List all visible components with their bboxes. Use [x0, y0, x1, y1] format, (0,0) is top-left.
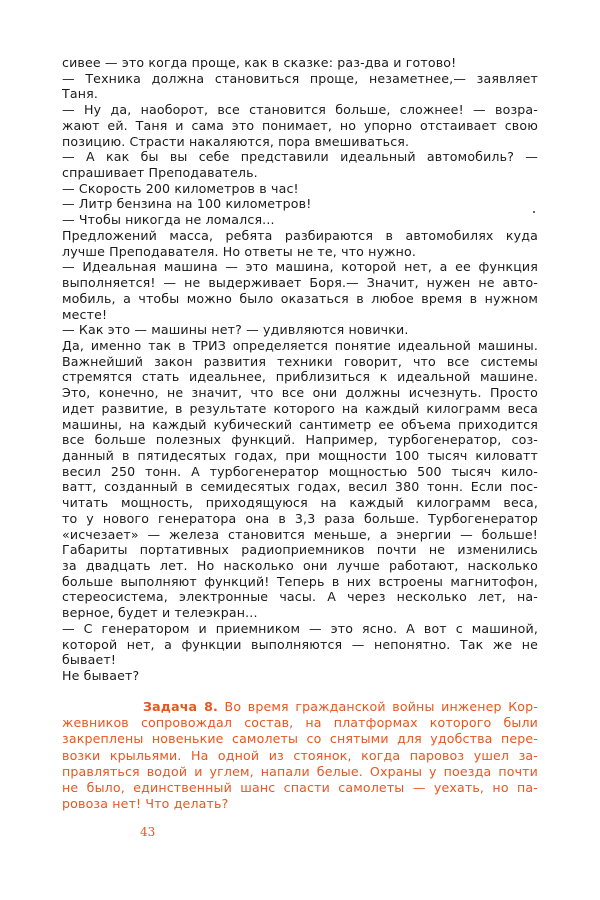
text-line: стремятся стать идеальнее, приблизиться к идеальной машине.	[62, 369, 538, 385]
text-line: больше выполняют функций! Теперь в них встроены магнитофон,	[62, 573, 538, 589]
text-line: Важнейший закон развития техники говорит, что все системы	[62, 353, 538, 369]
text-line: лучше Преподавателя. Но ответы не те, что нужно.	[62, 243, 417, 259]
text-line: спрашивает Преподаватель.	[62, 165, 258, 181]
text-line: машины, на каждый кубический сантиметр ее объема приходится	[62, 416, 538, 432]
text-line: Да, именно так в ТРИЗ определяется понятие идеальной машины.	[62, 337, 538, 353]
text-line: Не бывает?	[62, 668, 140, 684]
page-number: 43	[140, 825, 156, 839]
text-line: жают ей. Таня и сама это понимает, но упорно отстаивает свою	[62, 117, 538, 133]
text-line: мобиль, а чтобы можно было оказаться в любое время в нужном	[62, 290, 538, 306]
text-line: — С генератором и приемником — это ясно. А вот с машиной,	[62, 620, 538, 636]
task-last-line: ровоза нет! Что делать?	[62, 796, 229, 812]
main-text	[62, 55, 538, 684]
text-line: выполняется! — не выдерживает Боря.— Значит, нужен не авто-	[62, 275, 538, 291]
text-line: данный в пятидесятых годах, при мощности 100 тысяч киловатт	[62, 447, 538, 463]
text-line: идет развитие, в результате которого на каждый килограмм веса	[62, 400, 538, 416]
text-line: верное, будет и телеэкран...	[62, 605, 258, 621]
text-line: Таня.	[62, 86, 98, 102]
text-line: — А как бы вы себе представили идеальный автомобиль? —	[62, 149, 538, 165]
text-line: позицию. Страсти накаляются, пора вмешиваться.	[62, 133, 410, 149]
text-line: стереосистема, электронные часы. А через несколько лет, на-	[62, 589, 538, 605]
text-line: — Ну да, наоборот, все становится больше, сложнее! — возра-	[62, 102, 538, 118]
task-first-line-text: Во время гражданской войны инженер Кор-	[224, 699, 538, 714]
text-line: за двадцать лет. Но насколько они лучше работают, насколько	[62, 558, 538, 573]
task-line: не было, единственный шанс спасти самолеты — уехать, но па-	[62, 779, 538, 795]
text-line: читать мощность, приходящуюся на каждый килограмм веса,	[62, 495, 538, 511]
text-line: Это, конечно, не значит, что все они должны исчезнуть. Просто	[62, 385, 538, 401]
text-line: Предложений масса, ребята разбираются в автомобилях куда	[62, 227, 538, 243]
text-line: ватт, созданный в семидесятых годах, весил 380 тонн. Если пос-	[62, 479, 538, 495]
text-line: бывает!	[62, 652, 117, 668]
text-line: — Техника должна становиться проще, незаметнее,— заявляет	[62, 70, 538, 86]
task-line: жевников сопровождал состав, на платформах которого были	[62, 715, 538, 731]
text-line: — Как это — машины нет? — удивляются новички.	[62, 322, 409, 338]
text-line: которой нет, а функции выполняются — непонятно. Так же не	[62, 636, 538, 652]
text-line: весил 250 тонн. А турбогенератор мощностью 500 тысяч кило-	[62, 463, 538, 479]
text-line: то у нового генератора она в 3,3 раза больше. Турбогенератор	[62, 510, 538, 526]
text-line: все больше полезных функций. Например, турбогенератор, соз-	[62, 432, 538, 448]
task-line: закреплены новенькие самолеты со снятыми для удобства пере-	[62, 731, 538, 747]
text-line: месте!	[62, 306, 108, 322]
text-line: — Скорость 200 километров в час!	[62, 180, 299, 196]
task-line: правляться водой и углем, напали белые. Охраны у поезда почти	[62, 763, 538, 779]
scan-speck	[533, 211, 535, 213]
task-line: возки крыльями. На одной из стоянок, когда паровоз ушел за-	[62, 747, 538, 763]
task-8	[62, 699, 538, 812]
text-line: сивее — это когда проще, как в сказке: раз-два и готово!	[62, 55, 457, 70]
task-label: Задача 8.	[143, 699, 218, 714]
text-line: — Чтобы никогда не ломался...	[62, 212, 275, 228]
task-first-line	[62, 699, 538, 715]
text-line: — Литр бензина на 100 километров!	[62, 196, 312, 212]
text-line: Габариты портативных радиоприемников почти не изменились	[62, 542, 538, 558]
text-line: «исчезает» — железа становится меньше, а энергии — больше!	[62, 526, 538, 542]
text-line: — Идеальная машина — это машина, которой нет, а ее функция	[62, 259, 538, 275]
